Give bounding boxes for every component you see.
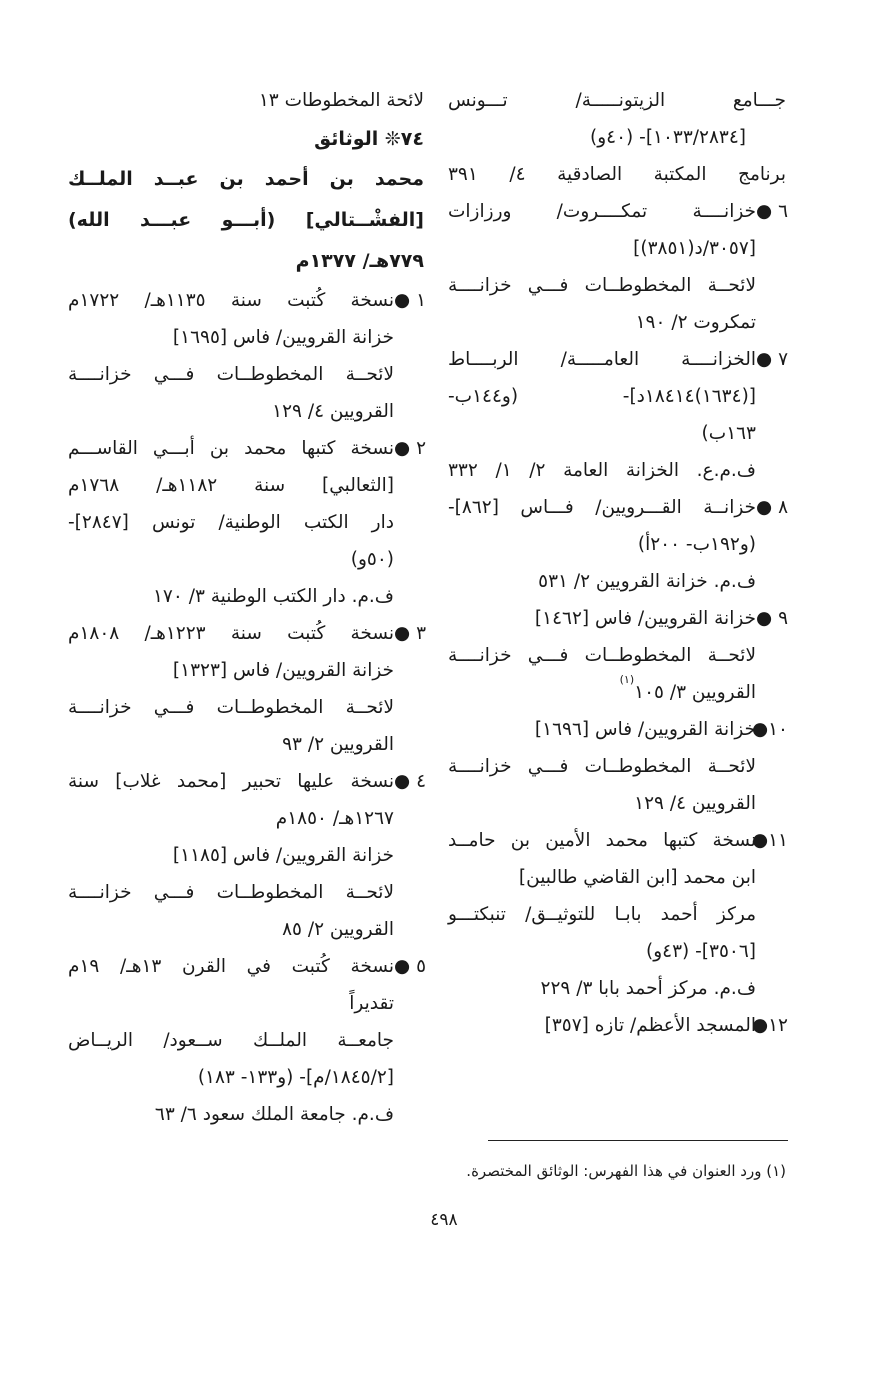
entry-number: ١٠● (751, 719, 788, 740)
entry-line: خزانة القرويين/ فاس [١١٨٥] (172, 845, 394, 866)
entry-line: نسخة كتبها محمد الأمين بن حامــد (448, 830, 756, 851)
entry-line: ف.م.ع. الخزانة العامة ٢/ ١/ ٣٣٢ (448, 460, 756, 481)
intro-line: جـــامع الزيتونـــــة/ تـــونس (448, 90, 786, 111)
entry-line: [الثعالبي] سنة ١١٨٢هـ/ ١٧٦٨م (68, 475, 394, 496)
entry-1 (68, 282, 424, 430)
left-column (68, 82, 424, 1133)
entry-line: القرويين ٢/ ٩٣ (282, 734, 394, 755)
entry-number: ٣ ● (394, 623, 426, 644)
entry-line: خزانة القرويين/ فاس [١٦٩٥] (172, 327, 394, 348)
entry-12 (448, 1007, 786, 1044)
entry-10 (448, 711, 786, 822)
entry-number: ٤ ● (394, 771, 426, 792)
author-line: [الفشْــتالي] (أبـــو عبـــد الله) (68, 209, 424, 231)
entry-number: ١٢● (751, 1015, 788, 1036)
right-column (448, 82, 786, 1044)
entry-number: ١١● (751, 830, 788, 851)
entry-6 (448, 193, 786, 341)
entry-line: لائحــة المخطوطــات فـــي خزانــــة (68, 364, 394, 385)
intro-block (448, 82, 786, 193)
entry-3 (68, 615, 424, 763)
entry-number: ٦ ● (756, 201, 788, 222)
entry-line: ١٦٣ب) (701, 423, 756, 444)
footnote: (١) ورد العنوان في هذا الفهرس: الوثائق المختصرة. (466, 1162, 786, 1180)
entry-number: ٧ ● (756, 349, 788, 370)
footnote-divider (488, 1140, 788, 1141)
entry-line: لائحــة المخطوطــات فـــي خزانــــة (448, 645, 756, 666)
entry-line: نسخة كتبها محمد بن أبـــي القاســـم (68, 438, 394, 459)
intro-line: برنامج المكتبة الصادقية ٤/ ٣٩١ (448, 164, 786, 185)
entry-line: المسجد الأعظم/ تازه [٣٥٧] (544, 1015, 756, 1036)
entry-number: ٩ ● (756, 608, 788, 629)
entry-line: ف.م. جامعة الملك سعود ٦/ ٦٣ (154, 1104, 394, 1125)
entry-2 (68, 430, 424, 615)
entry-line: القرويين ٤/ ١٢٩ (272, 401, 394, 422)
author-block (68, 159, 424, 282)
entry-line: خزانة القرويين/ فاس [١٦٩٦] (534, 719, 756, 740)
entry-line: نسخة كُتبت سنة ١١٣٥هـ/ ١٧٢٢م (68, 290, 394, 311)
entry-line: [(١٦٣٤)١٨٤١٤د]- (و١٤٤ب- (448, 386, 756, 407)
entry-number: ١ ● (394, 290, 426, 311)
entry-line: خزانــة القـــرويين/ فـــاس [٨٦٢]- (448, 497, 756, 518)
entry-5 (68, 948, 424, 1133)
entry-line: جامعــة الملــك ســعود/ الريــاض (68, 1030, 394, 1051)
entry-line: خزانة القرويين/ فاس [١٤٦٢] (534, 608, 756, 629)
entry-line: القرويين ٢/ ٨٥ (282, 919, 394, 940)
entry-line: تمكروت ٢/ ١٩٠ (635, 312, 756, 333)
entry-number: ٥ ● (394, 956, 426, 977)
entry-line: [٣٥٠٦]- (٤٣و) (646, 941, 756, 962)
entry-line: نسخة عليها تحبير [محمد غلاب] سنة (68, 771, 394, 792)
section-heading (68, 119, 424, 159)
section-heading-text: ٧٤❊ الوثائق (314, 128, 424, 150)
entry-line: ١٢٦٧هـ/ ١٨٥٠م (275, 808, 394, 829)
entry-line: ف.م. مركز أحمد بابا ٣/ ٢٢٩ (540, 978, 756, 999)
entry-line: مركز أحمد بابـا للتوثيــق/ تنبكتـــو (448, 904, 756, 925)
entry-line: دار الكتب الوطنية/ تونس [٢٨٤٧]- (68, 512, 394, 533)
list-reference-line: لائحة المخطوطات ١٣ (258, 90, 424, 111)
entry-line: لائحــة المخطوطــات فـــي خزانــــة (448, 756, 756, 777)
entry-line: تقديراً (349, 993, 394, 1014)
entry-line: لائحــة المخطوطــات فـــي خزانــــة (68, 882, 394, 903)
entry-line: خزانة القرويين/ فاس [١٣٢٣] (172, 660, 394, 681)
author-line: ٧٧٩هـ/ ١٣٧٧م (295, 250, 424, 272)
entry-line: ف.م. دار الكتب الوطنية ٣/ ١٧٠ (153, 586, 394, 607)
entry-line: [۳۰٥۷/د(۳۸٥۱)] (633, 238, 756, 259)
entry-line: نسخة كُتبت سنة ١٢٢٣هـ/ ١٨٠٨م (68, 623, 394, 644)
entry-4 (68, 763, 424, 948)
author-line: محمد بن أحمد بن عبــد الملــك (68, 168, 424, 190)
entry-8 (448, 489, 786, 600)
entry-9 (448, 600, 786, 711)
entry-line: (و١٩٢ب- ٢٠٠أ) (637, 534, 756, 555)
page-number: ٤٩٨ (430, 1210, 458, 1230)
intro-line: [۱۰۳۳/۲۸۳٤]- (٤٠و) (590, 127, 746, 148)
entry-7 (448, 341, 786, 489)
entry-line: ابن محمد [ابن القاضي طالبين] (518, 867, 756, 888)
entry-line: لائحــة المخطوطــات فـــي خزانــــة (448, 275, 756, 296)
entry-line: (٥٠و) (350, 549, 394, 570)
entry-number: ٨ ● (756, 497, 788, 518)
entry-line: نسخة كُتبت في القرن ١٣هـ/ ١٩م (68, 956, 394, 977)
entry-line: خزانــــة تمكــــروت/ ورزازات (448, 201, 756, 222)
entry-line-text: القرويين ٣/ ١٠٥ (634, 682, 756, 703)
entry-line: [١٨٤٥/٢/م]- (و١٣٣- ١٨٣) (197, 1067, 394, 1088)
entry-line: القرويين ٤/ ١٢٩ (634, 793, 756, 814)
footnote-marker: (١) (619, 673, 635, 686)
entry-line: ف.م. خزانة القرويين ٢/ ٥٣١ (538, 571, 756, 592)
entry-line: لائحــة المخطوطــات فـــي خزانــــة (68, 697, 394, 718)
entry-11 (448, 822, 786, 1007)
entry-line: الخزانــــة العامـــــة/ الربــــاط (448, 349, 756, 370)
list-reference (68, 82, 424, 119)
entry-line (448, 674, 756, 711)
entry-number: ٢ ● (394, 438, 426, 459)
